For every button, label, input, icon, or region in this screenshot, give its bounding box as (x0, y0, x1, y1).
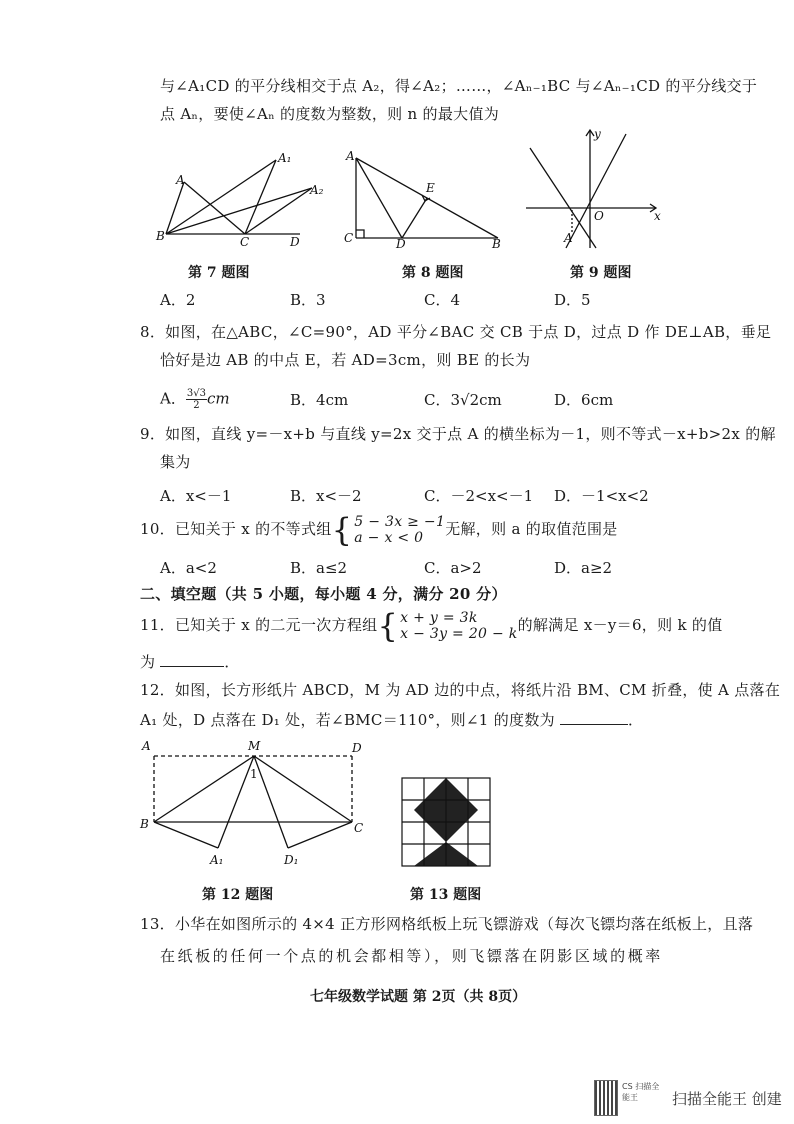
q11-suffix: 的解满足 x－y＝6，则 k 的值 (517, 616, 723, 634)
fig7-label-a2: A₂ (310, 183, 324, 197)
qr-code-icon (594, 1080, 618, 1116)
fig8-label-c: C (344, 231, 354, 245)
q8-option-a-numerator: 3√3 (186, 388, 206, 399)
q9-text-line-1: 9．如图，直线 y=－x+b 与直线 y=2x 交于点 A 的横坐标为－1，则不等式－x+b>2x 的解 (140, 425, 776, 443)
fig9-label-y: y (594, 127, 601, 141)
fig12-label-a1: A₁ (210, 853, 224, 867)
fig7-label-a1: A₁ (278, 151, 292, 165)
q9-option-a: A．x<－1 (160, 487, 232, 505)
q11-text-line-1 (140, 607, 723, 645)
q9-option-c: C．－2<x<－1 (424, 487, 534, 505)
figure-12 (138, 736, 374, 876)
figure-8 (340, 148, 510, 251)
q12-text-line-2 (140, 708, 643, 730)
figure-9 (522, 124, 672, 252)
q12-line2-prefix: A₁ 处，D 点落在 D₁ 处，若∠BMC＝110°，则∠1 的度数为 (140, 711, 555, 729)
q9-text-line-2: 集为 (160, 453, 191, 471)
q11-text-line-2 (140, 650, 240, 672)
fig12-label-a: A (142, 739, 151, 753)
q8-option-a (160, 388, 230, 411)
q8-option-d: D．6cm (554, 391, 614, 409)
q8-text-line-1: 8．如图，在△ABC，∠C=90°，AD 平分∠BAC 交 CB 于点 D，过点 D 作 DE⊥AB，垂足 (140, 323, 772, 341)
q12-text-line-1: 12．如图，长方形纸片 ABCD，M 为 AD 边的中点，将纸片沿 BM、CM 折叠，使 A 点落在 (140, 681, 781, 699)
q10-row-1: 5 − 3x ≥ −1 (354, 514, 446, 530)
q10-prefix: 10．已知关于 x 的不等式组 (140, 520, 332, 538)
fig7-caption: 第 7 题图 (188, 265, 250, 281)
fig12-label-d: D (352, 741, 362, 755)
q13-text-line-1: 13．小华在如图所示的 4×4 正方形网格纸板上玩飞镖游戏（每次飞镖均落在纸板上，且落 (140, 915, 754, 933)
q8-option-c: C．3√2cm (424, 391, 502, 409)
fig7-label-c: C (240, 235, 250, 249)
fig9-label-a: A (564, 231, 573, 245)
q12-answer-blank[interactable] (560, 708, 628, 725)
q11-answer-blank[interactable] (160, 650, 224, 667)
fig12-label-angle-1: 1 (250, 767, 258, 781)
q11-prefix: 11．已知关于 x 的二元一次方程组 (140, 616, 378, 634)
q13-text-line-2: 在纸板的任何一个点的机会都相等），则飞镖落在阴影区域的概率 (160, 947, 663, 965)
q7-option-b: B．3 (290, 291, 326, 309)
fig7-label-a: A (176, 173, 185, 187)
q10-option-c: C．a>2 (424, 559, 482, 577)
q8-option-b: B．4cm (290, 391, 349, 409)
q12-line2-suffix: ． (628, 711, 644, 729)
q10-option-d: D．a≥2 (554, 559, 613, 577)
q11-brace: { (377, 607, 399, 645)
fig9-label-o: O (594, 209, 604, 223)
q8-option-a-denominator: 2 (193, 400, 200, 411)
q10-option-b: B．a≤2 (290, 559, 348, 577)
fig12-label-d1: D₁ (284, 853, 299, 867)
q8-option-a-unit: cm (206, 389, 230, 408)
q8-option-a-fraction (186, 388, 207, 411)
fig8-label-d: D (396, 237, 406, 251)
q10-text (140, 511, 618, 549)
q11-row-1: x + y = 3k (400, 610, 478, 626)
q9-option-d: D．－1<x<2 (554, 487, 649, 505)
fig7-label-d: D (290, 235, 300, 249)
fig7-label-b: B (156, 229, 165, 243)
fig8-label-e: E (426, 181, 435, 195)
q7-option-a: A．2 (160, 291, 196, 309)
fig12-caption: 第 12 题图 (202, 887, 274, 903)
fig12-label-c: C (354, 821, 364, 835)
scanner-watermark (594, 1080, 782, 1116)
fig8-label-b: B (492, 237, 501, 251)
q10-suffix: 无解，则 a 的取值范围是 (445, 520, 618, 538)
fig8-caption: 第 8 题图 (402, 265, 464, 281)
q10-brace: { (331, 511, 353, 549)
fig9-caption: 第 9 题图 (570, 265, 632, 281)
fig13-caption: 第 13 题图 (410, 887, 482, 903)
scanner-brand-text: 扫描全能王 创建 (672, 1089, 782, 1108)
scanner-logo-text: CS 扫描全能王 (622, 1082, 660, 1102)
page-footer: 七年级数学试题 第 2页（共 8页） (310, 989, 527, 1005)
fig8-label-a: A (346, 149, 355, 163)
q11-line2-prefix: 为 (140, 653, 156, 671)
q9-option-b: B．x<－2 (290, 487, 362, 505)
q7-option-d: D．5 (554, 291, 591, 309)
figure-13-grid (398, 774, 494, 870)
q10-row-2: a − x < 0 (354, 530, 424, 546)
q11-line2-suffix: ． (224, 653, 240, 671)
fig12-label-m: M (248, 739, 261, 753)
q10-inequality-system (331, 511, 446, 549)
fig9-label-x: x (654, 209, 661, 223)
q11-row-2: x − 3y = 20 − k (400, 626, 518, 642)
q8-option-a-prefix: A． (160, 389, 186, 408)
q7-text-line-1: 与∠A₁CD 的平分线相交于点 A₂，得∠A₂；……，∠Aₙ₋₁BC 与∠Aₙ₋₁CD 的平分线交于 (160, 77, 758, 95)
figure-7 (150, 148, 324, 249)
q10-option-a: A．a<2 (160, 559, 217, 577)
section-2-title: 二、填空题（共 5 小题，每小题 4 分，满分 20 分） (140, 585, 507, 603)
q7-option-c: C．4 (424, 291, 461, 309)
q8-text-line-2: 恰好是边 AB 的中点 E，若 AD=3cm，则 BE 的长为 (160, 351, 531, 369)
q7-text-line-2: 点 Aₙ，要使∠Aₙ 的度数为整数，则 n 的最大值为 (160, 105, 500, 123)
fig12-label-b: B (140, 817, 149, 831)
q11-equation-system (377, 607, 518, 645)
